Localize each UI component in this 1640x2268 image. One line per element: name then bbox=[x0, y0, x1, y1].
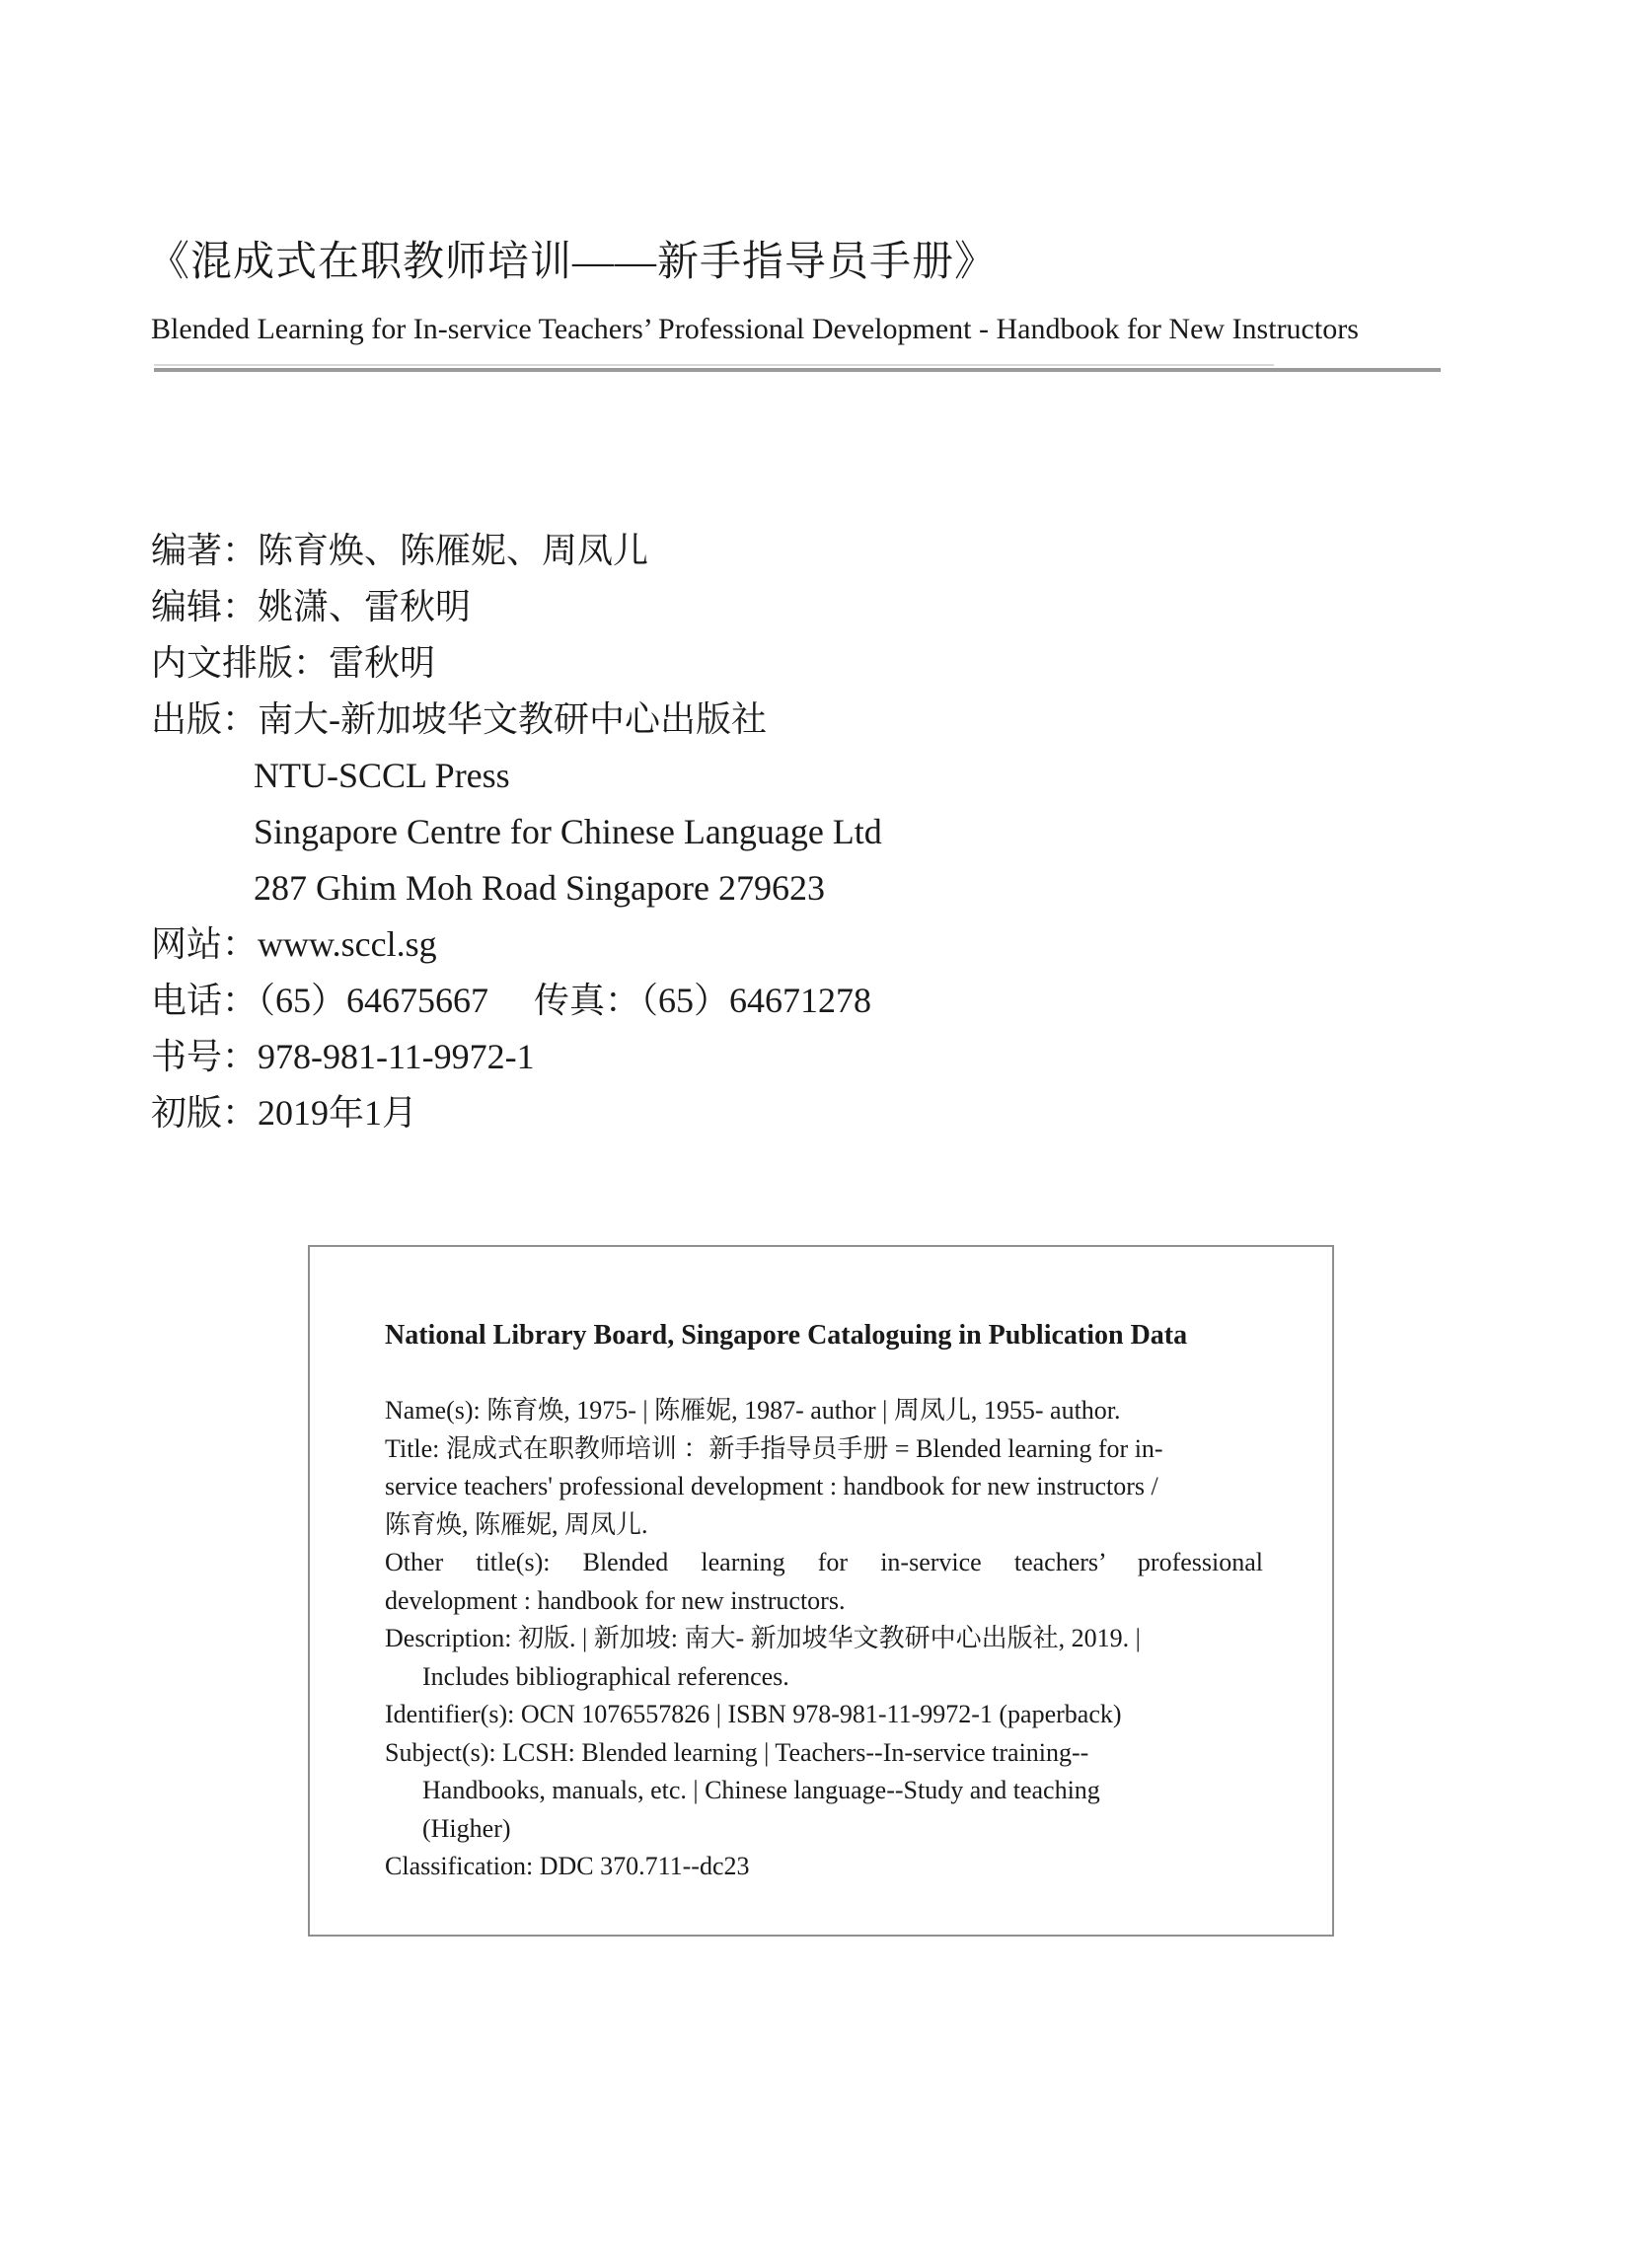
isbn-number: 978-981-11-9972-1 bbox=[258, 1037, 535, 1076]
cip-line-other-title-1: Other title(s): Blended learning for in-service teachers’ professional bbox=[385, 1548, 1263, 1576]
row-label: 编辑： bbox=[151, 587, 259, 626]
cip-line-description-2: Includes bibliographical references. bbox=[422, 1661, 789, 1691]
row-value: 陈育焕、陈雁妮、周凤儿 bbox=[258, 531, 649, 570]
colophon-row-edition bbox=[151, 1085, 882, 1141]
colophon-row-website bbox=[151, 916, 882, 973]
row-label: 出版： bbox=[151, 699, 259, 739]
colophon-row-address bbox=[151, 860, 882, 916]
colophon-row-authors bbox=[151, 523, 882, 579]
row-value: Singapore Centre for Chinese Language Ltd bbox=[254, 812, 882, 851]
cip-box bbox=[308, 1245, 1334, 1937]
row-value: 姚潇、雷秋明 bbox=[258, 587, 472, 626]
cip-line-title-2: service teachers' professional development : handbook for new instructors / bbox=[385, 1472, 1158, 1500]
colophon-row-publisher-company bbox=[151, 804, 882, 860]
cip-line-names: Name(s): 陈育焕, 1975- | 陈雁妮, 1987- author | 周凤儿, 1955- author. bbox=[385, 1396, 1121, 1425]
colophon-row-publisher-en bbox=[151, 748, 882, 804]
colophon-row-layout bbox=[151, 635, 882, 692]
cip-text-block bbox=[385, 1392, 1263, 1886]
divider-rule-light bbox=[154, 364, 1274, 366]
row-label: 初版： bbox=[151, 1093, 259, 1133]
cip-line-classification: Classification: DDC 370.711--dc23 bbox=[385, 1852, 750, 1880]
cip-line-identifiers: Identifier(s): OCN 1076557826 | ISBN 978-981-11-9972-1 (paperback) bbox=[385, 1700, 1122, 1728]
page-title-english: Blended Learning for In-service Teachers’ Professional Development - Handbook for New Instructors bbox=[151, 313, 1359, 345]
fax-number: （65）64671278 bbox=[640, 981, 872, 1020]
website-url: www.sccl.sg bbox=[258, 924, 437, 964]
cip-line-subjects-3: (Higher) bbox=[422, 1813, 511, 1843]
row-value: 雷秋明 bbox=[329, 643, 436, 683]
phone-number: （65）64675667 bbox=[258, 981, 489, 1020]
row-label: 编著： bbox=[151, 531, 259, 570]
cip-line-description-1: Description: 初版. | 新加坡: 南大- 新加坡华文教研中心出版社, 2019. | bbox=[385, 1624, 1141, 1652]
cip-line-title-3: 陈育焕, 陈雁妮, 周凤儿. bbox=[385, 1509, 648, 1539]
row-label: 网站： bbox=[151, 924, 259, 964]
page-title-chinese: 《混成式在职教师培训——新手指导员手册》 bbox=[148, 240, 998, 285]
colophon-row-isbn bbox=[151, 1029, 882, 1085]
colophon-block bbox=[151, 523, 882, 1141]
row-label: 电话： bbox=[151, 981, 259, 1020]
row-value: 287 Ghim Moh Road Singapore 279623 bbox=[254, 868, 825, 908]
colophon-row-publisher bbox=[151, 692, 882, 748]
edition-date: 2019年1月 bbox=[258, 1093, 418, 1133]
cip-line-title-1: Title: 混成式在职教师培训 ：新手指导员手册 = Blended learning for in- bbox=[385, 1433, 1163, 1463]
row-label: 书号： bbox=[151, 1037, 259, 1076]
colophon-row-editors bbox=[151, 579, 882, 635]
colophon-row-phone-fax bbox=[151, 973, 882, 1029]
cip-line-subjects-1: Subject(s): LCSH: Blended learning | Teachers--In-service training-- bbox=[385, 1737, 1089, 1767]
row-value: 南大-新加坡华文教研中心出版社 bbox=[258, 699, 768, 739]
cip-heading: National Library Board, Singapore Cataloguing in Publication Data bbox=[385, 1320, 1188, 1351]
row-value: NTU-SCCL Press bbox=[254, 756, 510, 795]
fax-label: 传真： bbox=[534, 981, 641, 1020]
row-label: 内文排版： bbox=[151, 643, 330, 683]
divider-rule bbox=[154, 368, 1441, 372]
cip-line-subjects-2: Handbooks, manuals, etc. | Chinese language--Study and teaching bbox=[422, 1776, 1100, 1804]
cip-line-other-title-2: development : handbook for new instructors. bbox=[385, 1585, 846, 1615]
